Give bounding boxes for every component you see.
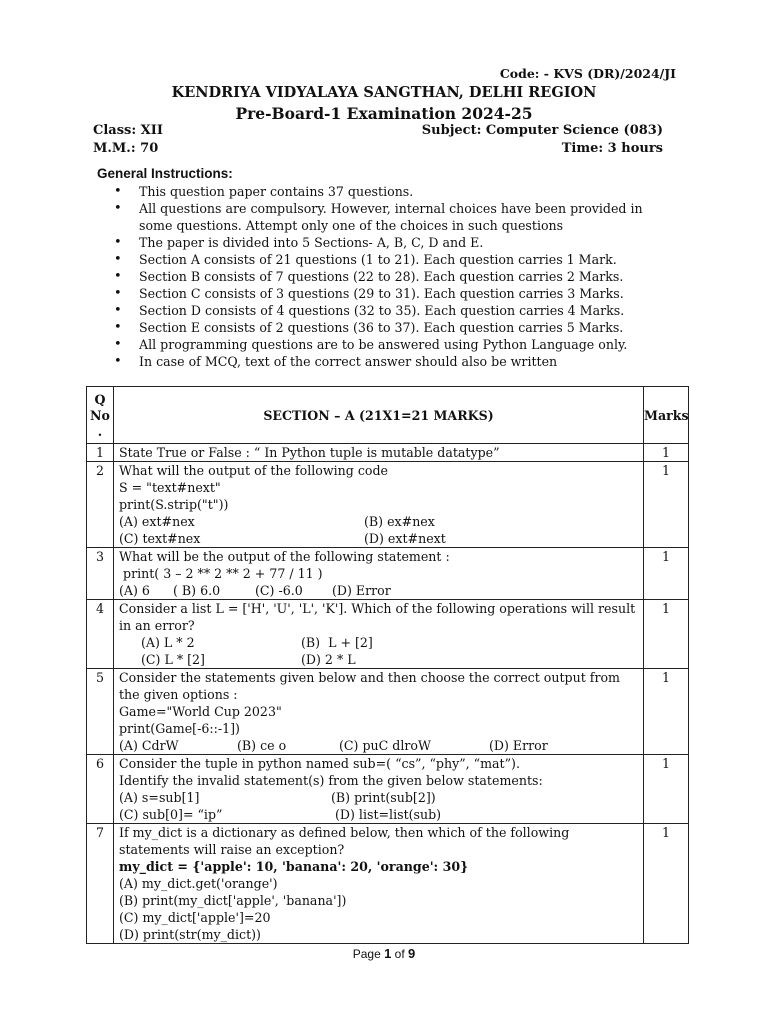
options-row: [119, 513, 638, 530]
question-text: [114, 444, 644, 462]
question-number: 1: [87, 444, 114, 462]
questions-table: [86, 386, 689, 944]
page-footer: [0, 946, 768, 961]
question-marks: 1: [644, 444, 689, 462]
option-b: (B) print(my_dict['apple', 'banana']): [119, 893, 347, 908]
table-row: [87, 548, 689, 600]
paper-code: Code: - KVS (DR)/2024/JI: [499, 66, 676, 81]
option-c: (C) my_dict['apple']=20: [119, 910, 271, 925]
instruction-item: • All questions are compulsory. However, internal choices have been provided in some questions. Attempt only one of the choices in such questions: [112, 200, 672, 234]
instruction-item: • All programming questions are to be answered using Python Language only.: [112, 336, 672, 353]
of-label: of: [394, 947, 405, 961]
qno-header-line: No: [90, 408, 110, 423]
option-c: (C) sub[0]= “ip”: [119, 807, 223, 822]
code-line-bold: my_dict = {'apple': 10, 'banana': 20, 'orange': 30}: [119, 859, 469, 874]
option-a: (A) L * 2: [141, 635, 195, 650]
question-line: Identify the invalid statement(s) from the given below statements:: [119, 773, 543, 788]
option-b: (B) ex#nex: [364, 514, 435, 529]
option-d: (D) 2 * L: [301, 652, 356, 667]
question-text: [114, 755, 644, 824]
option-d: (D) list=list(sub): [335, 807, 442, 822]
question-line: Consider a list L = ['H', 'U', 'L', 'K']. Which of the following operations will result in an error?: [119, 601, 636, 633]
options-row: [119, 530, 638, 547]
instruction-item: • This question paper contains 37 questions.: [112, 183, 672, 200]
option-a: (A) ext#nex: [119, 514, 195, 529]
instruction-item: • Section C consists of 3 questions (29 to 31). Each question carries 3 Marks.: [112, 285, 672, 302]
qno-header-line: Q: [94, 392, 106, 407]
option-a: (A) s=sub[1]: [119, 790, 200, 805]
option-a: (A) CdrW: [119, 738, 179, 753]
code-line: print(S.strip("t")): [119, 497, 229, 512]
option-a: (A) my_dict.get('orange'): [119, 876, 278, 891]
table-row: [87, 444, 689, 462]
option-c: (C) puC dlroW: [339, 738, 431, 753]
question-text: [114, 669, 644, 755]
question-number: 3: [87, 548, 114, 600]
exam-title: Pre-Board-1 Examination 2024-25: [235, 104, 533, 123]
class-label: Class: XII: [93, 123, 163, 138]
code-line: S = "text#next": [119, 480, 221, 495]
time-label: Time: 3 hours: [561, 141, 663, 156]
table-row: [87, 669, 689, 755]
question-text: [114, 600, 644, 669]
option-d: (D) Error: [332, 583, 391, 598]
question-marks: 1: [644, 600, 689, 669]
class-subject-row: [93, 123, 663, 138]
option-c: (C) text#nex: [119, 531, 201, 546]
options-row: [119, 582, 638, 599]
question-marks: 1: [644, 462, 689, 548]
max-marks-label: M.M.: 70: [93, 141, 159, 156]
option-d: (D) ext#next: [364, 531, 446, 546]
table-header-row: [87, 387, 689, 444]
question-marks: 1: [644, 548, 689, 600]
instructions-list: [112, 183, 672, 370]
page-total: 9: [408, 946, 416, 961]
table-row: [87, 824, 689, 944]
question-number: 6: [87, 755, 114, 824]
marks-header: Marks: [644, 387, 689, 444]
question-line: Consider the statements given below and then choose the correct output from the given options :: [119, 670, 620, 702]
question-text: [114, 462, 644, 548]
question-line: If my_dict is a dictionary as defined below, then which of the following statements will raise an exception?: [119, 825, 570, 857]
options-row: [119, 737, 638, 754]
option-b: (B) ce o: [237, 738, 287, 753]
question-text: [114, 548, 644, 600]
option-d: (D) print(str(my_dict)): [119, 927, 261, 942]
code-line: print(Game[-6::-1]): [119, 721, 240, 736]
option-b: ( B) 6.0: [173, 583, 221, 598]
code-line: Game="World Cup 2023": [119, 704, 282, 719]
page-label: Page: [352, 947, 381, 961]
option-a: (A) 6: [119, 583, 150, 598]
question-line: What will be the output of the following statement :: [119, 549, 450, 564]
qno-header-line: .: [97, 424, 103, 439]
question-line: Consider the tuple in python named sub=( “cs”, “phy”, “mat”).: [119, 756, 520, 771]
instruction-item: • Section D consists of 4 questions (32 to 35). Each question carries 4 Marks.: [112, 302, 672, 319]
option-b: (B) print(sub[2]): [331, 790, 436, 805]
page-current: 1: [384, 946, 392, 961]
option-d: (D) Error: [489, 738, 548, 753]
options-row: [119, 634, 638, 651]
question-marks: 1: [644, 669, 689, 755]
table-row: [87, 755, 689, 824]
marks-time-row: [93, 141, 663, 156]
question-text: [114, 824, 644, 944]
section-title: SECTION – A (21X1=21 MARKS): [114, 387, 644, 444]
options-row: [119, 651, 638, 668]
option-c: (C) L * [2]: [141, 652, 205, 667]
options-row: [119, 789, 638, 806]
instructions-title: General Instructions:: [97, 166, 233, 181]
instruction-item: • The paper is divided into 5 Sections- A, B, C, D and E.: [112, 234, 672, 251]
qno-header: [87, 387, 114, 444]
option-b: (B) L + [2]: [301, 635, 373, 650]
question-line: What will the output of the following code: [119, 463, 389, 478]
instruction-item: • In case of MCQ, text of the correct answer should also be written: [112, 353, 672, 370]
table-row: [87, 600, 689, 669]
question-number: 2: [87, 462, 114, 548]
instruction-item: • Section E consists of 2 questions (36 to 37). Each question carries 5 Marks.: [112, 319, 672, 336]
instruction-item: • Section B consists of 7 questions (22 to 28). Each question carries 2 Marks.: [112, 268, 672, 285]
question-number: 4: [87, 600, 114, 669]
subject-label: Subject: Computer Science (083): [421, 123, 663, 138]
question-marks: 1: [644, 755, 689, 824]
organization-title: KENDRIYA VIDYALAYA SANGTHAN, DELHI REGION: [171, 84, 597, 101]
option-c: (C) -6.0: [255, 583, 303, 598]
instruction-item: • Section A consists of 21 questions (1 to 21). Each question carries 1 Mark.: [112, 251, 672, 268]
question-line: State True or False : “ In Python tuple is mutable datatype”: [119, 445, 500, 460]
code-line: print( 3 – 2 ** 2 ** 2 + 77 / 11 ): [119, 566, 323, 581]
options-row: [119, 806, 638, 823]
question-marks: 1: [644, 824, 689, 944]
question-number: 5: [87, 669, 114, 755]
table-row: [87, 462, 689, 548]
question-number: 7: [87, 824, 114, 944]
